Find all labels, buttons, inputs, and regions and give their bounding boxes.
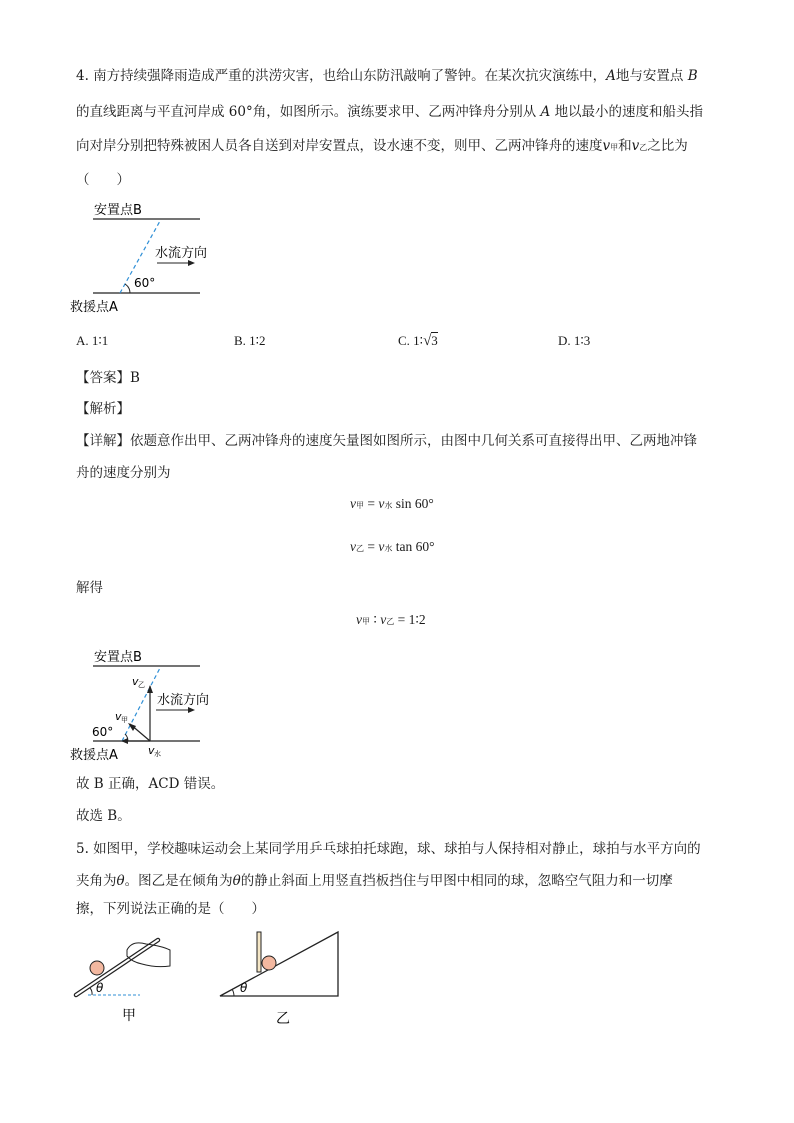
label-v-shui: v (148, 744, 155, 757)
q5-line-2: 夹角为θ。图乙是在倾角为θ的静止斜面上用竖直挡板挡住与甲图中相同的球，忽略空气阻力和一切摩 (76, 873, 673, 889)
label-angle: 60° (92, 725, 114, 739)
label-angle: 60° (134, 276, 156, 290)
ab-dashed-line (122, 668, 160, 741)
q5-figure-yi (214, 926, 344, 1028)
equation-2: v乙 = v水 tan 60° (350, 539, 435, 554)
q4-line-2: 的直线距离与平直河岸成 60°角，如图所示。演练要求甲、乙两冲锋舟分别从 A 地以最小的速度和船头指 (76, 104, 704, 120)
q4-line-1: 4. 南方持续强降雨造成严重的洪涝灾害，也给山东防汛敲响了警钟。在某次抗灾演练中，A地与安置点 B (76, 68, 698, 84)
theta-label: θ (96, 981, 104, 995)
caption-yi: 乙 (276, 1011, 290, 1027)
svg-text:水: 水 (154, 750, 161, 758)
q4-figure (70, 196, 220, 318)
option-b[interactable]: B. 1∶2 (234, 333, 266, 348)
q5-line-3: 擦，下列说法正确的是（ ） (76, 901, 265, 917)
detail-line-2: 舟的速度分别为 (76, 465, 171, 481)
equation-3: v甲 ∶ v乙 = 1∶2 (356, 612, 426, 627)
baffle (257, 932, 261, 972)
q5-figure-jia (72, 928, 182, 1028)
label-a: 救援点A (70, 748, 118, 763)
theta-label: θ (240, 981, 248, 995)
label-a: 救援点A (70, 300, 118, 315)
svg-text:乙: 乙 (138, 681, 145, 689)
equation-1: v甲 = v水 sin 60° (350, 496, 434, 511)
q4-vector-figure (70, 644, 220, 766)
label-b: 安置点B (94, 203, 142, 218)
incline (220, 932, 338, 996)
label-v-jia: v (115, 710, 122, 723)
jiede: 解得 (76, 580, 103, 596)
caption-jia: 甲 (122, 1008, 136, 1024)
conclusion: 故 B 正确，ACD 错误。 (76, 776, 225, 792)
label-flow: 水流方向 (155, 246, 208, 261)
ball (90, 961, 104, 975)
q4-paren: （ ） (76, 172, 130, 188)
option-a[interactable]: A. 1∶1 (76, 333, 109, 348)
option-c[interactable]: C. 1∶√3 (398, 333, 438, 349)
label-b: 安置点B (94, 650, 142, 665)
detail-line-1: 【详解】依题意作出甲、乙两冲锋舟的速度矢量图如图所示，由图中几何关系可直接得出甲、乙两地冲锋 (76, 433, 697, 449)
ball (262, 956, 276, 970)
option-d[interactable]: D. 1∶3 (558, 333, 591, 348)
analysis-tag: 【解析】 (76, 401, 130, 417)
svg-text:甲: 甲 (121, 716, 128, 724)
label-v-yi: v (132, 675, 139, 688)
q5-line-1: 5. 如图甲，学校趣味运动会上某同学用乒乓球拍托球跑，球、球拍与人保持相对静止，球拍与水平方向的 (76, 841, 701, 857)
q4-line-3: 向对岸分别把特殊被困人员各自送到对岸安置点，设水速不变，则甲、乙两冲锋舟的速度v甲和v乙之比为 (76, 138, 688, 154)
choice-line: 故选 B。 (76, 808, 131, 824)
angle-arc (125, 284, 130, 293)
answer-line: 【答案】B (76, 370, 140, 386)
label-flow: 水流方向 (157, 693, 210, 708)
